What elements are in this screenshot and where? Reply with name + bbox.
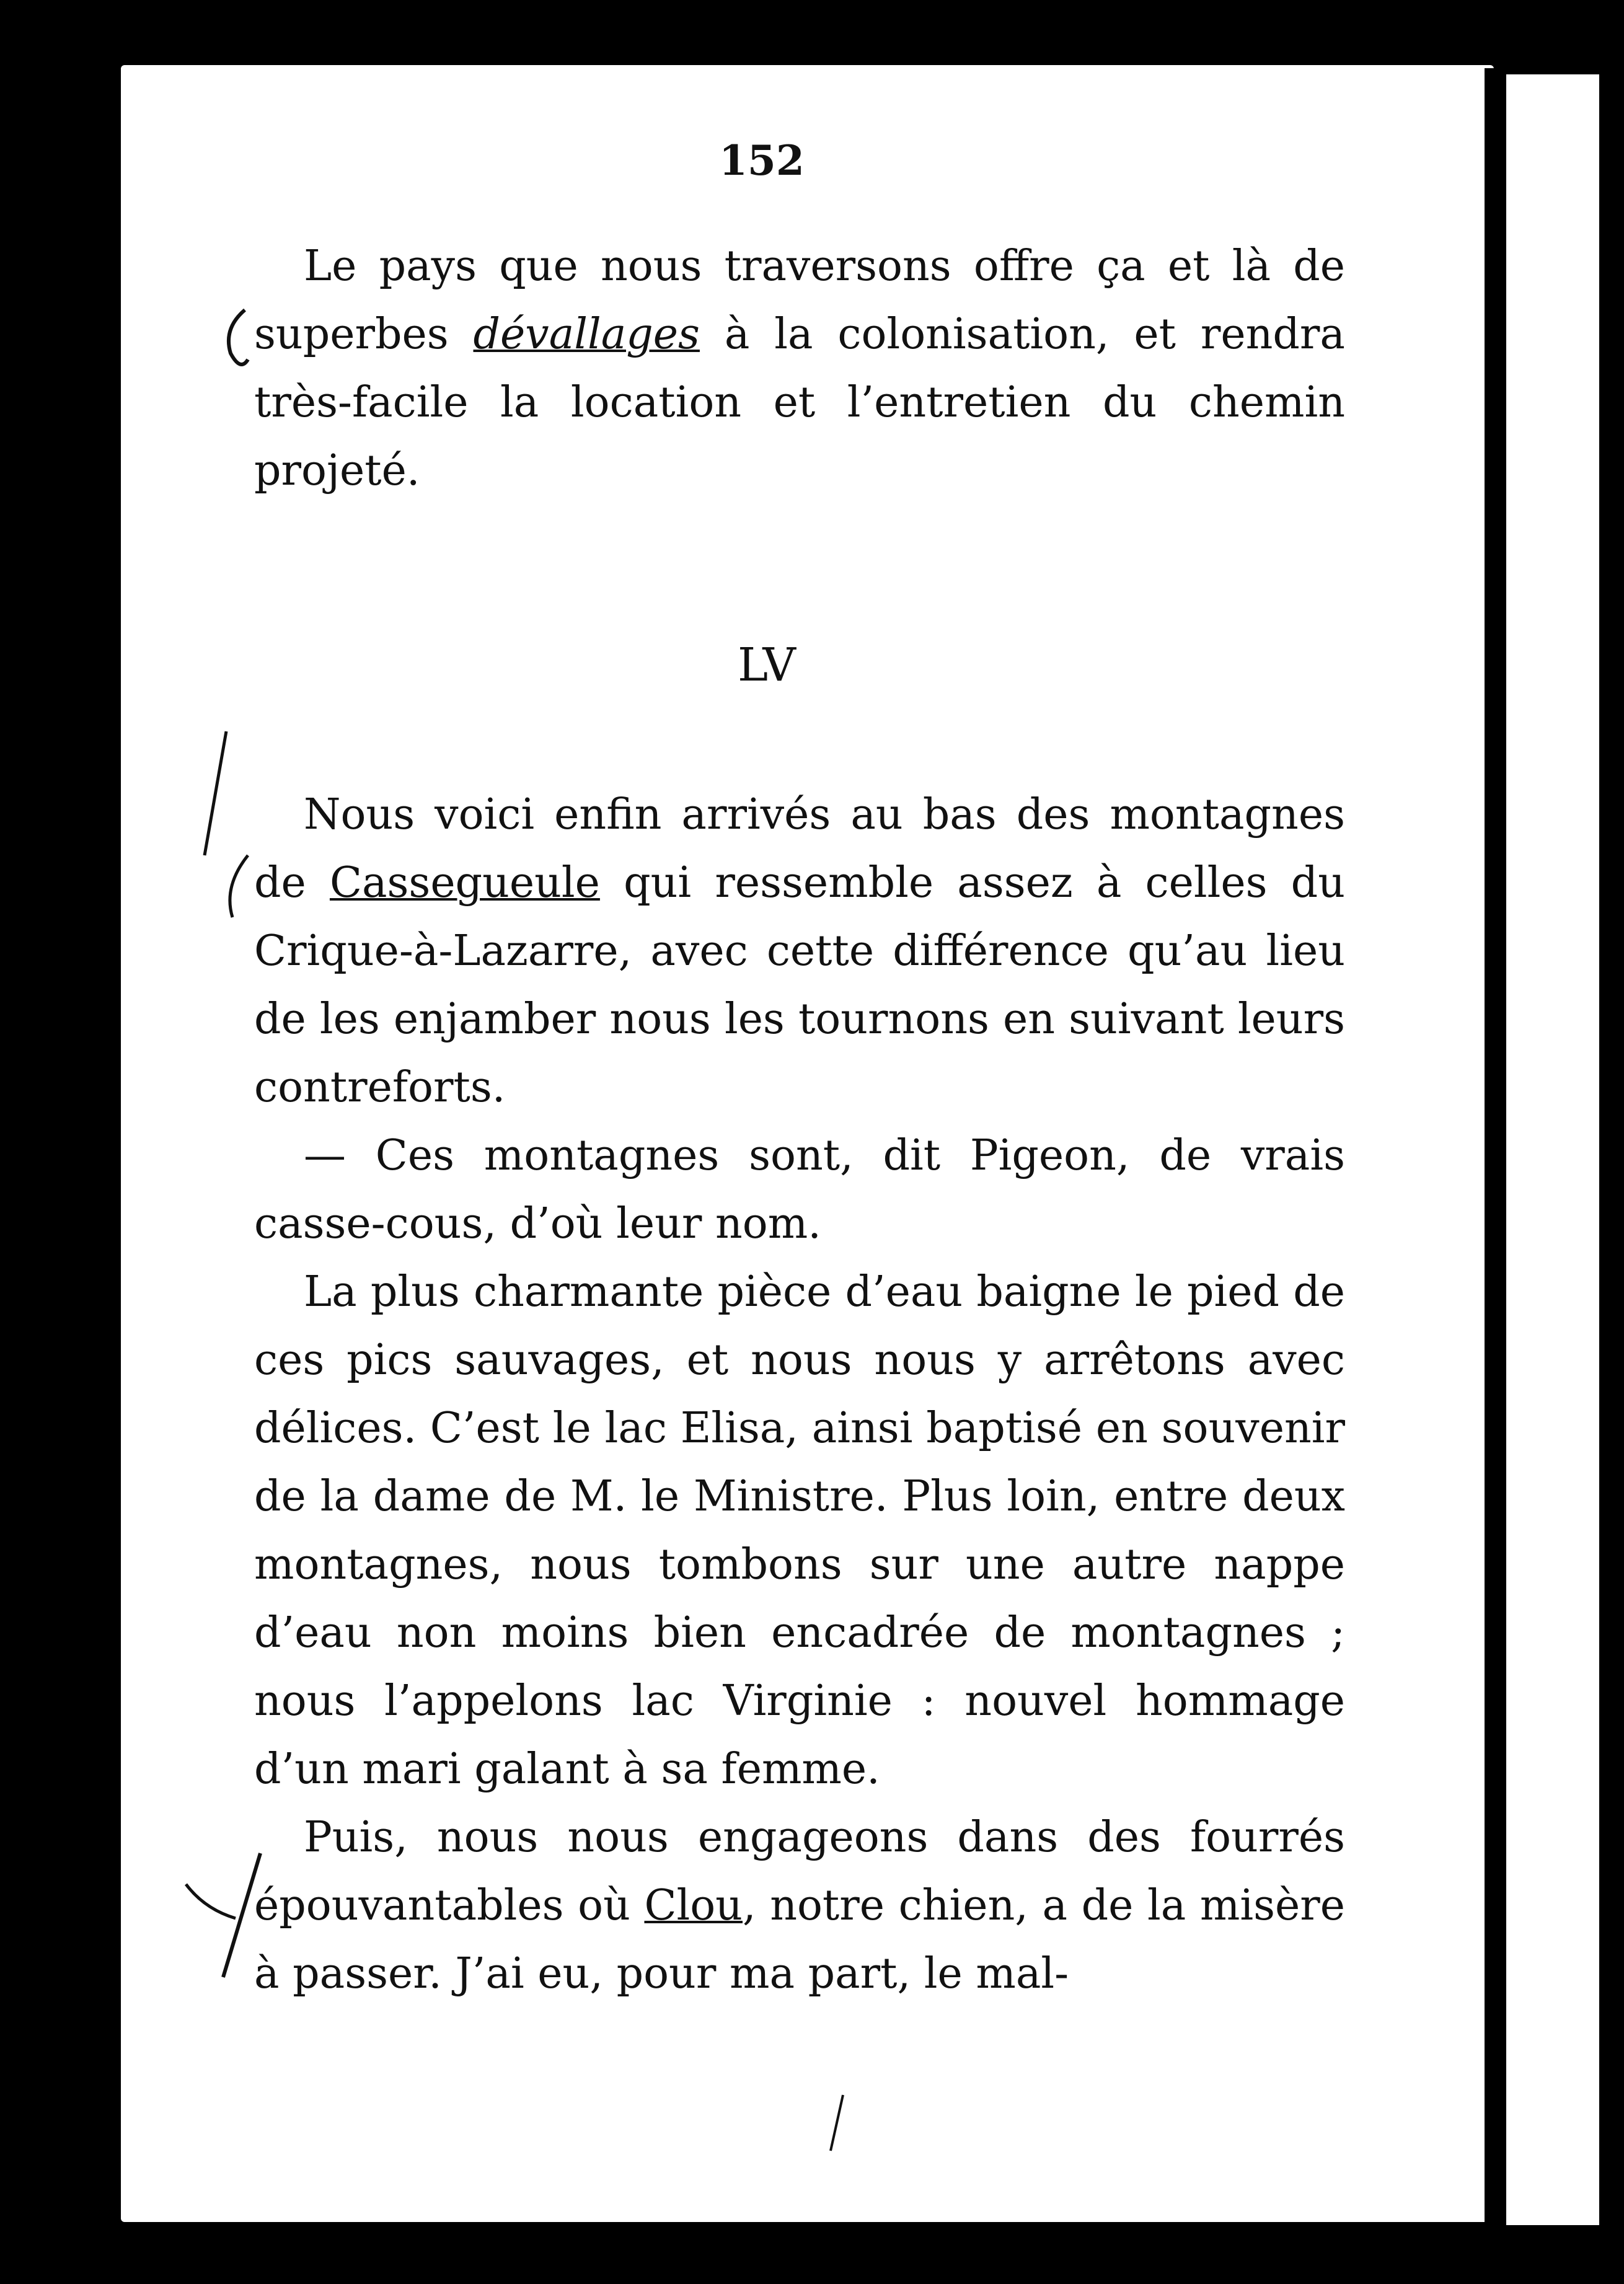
paragraph-5-text-after: , notre chien, a de la misère à passer. J’ai eu, pour ma part, le mal- [254,1881,1345,1998]
paragraph-5 [254,1804,1345,2008]
paragraph-1 [254,232,1345,505]
body-text [254,781,1345,2008]
paragraph-3: — Ces montagnes sont, dit Pigeon, de vrais casse-cous, d’où leur nom. [254,1131,1345,1248]
paragraph-5-text-before: Puis, nous nous engageons dans des fourrés épouvantables où [254,1813,1345,1930]
paragraph-4: La plus charmante pièce d’eau baigne le pied de ces pics sauvages, et nous nous y arrêtons avec délices. C’est le lac Elisa, ainsi baptisé en souvenir de la dame de M. le Ministre. Plus loin, entre deux montagnes, nous tombons sur une autre nappe d’eau non moins bien encadrée de montagnes ; nous l’appelons lac Virginie : nouvel hommage d’un mari galant à sa femme. [254,1268,1345,1794]
margin-mark-1 [229,310,248,364]
section-heading: LV [738,638,796,692]
paragraph-2-text-before: Nous voici enfin arrivés au bas des montagnes de [254,790,1345,907]
paragraph-2-text-after: , avec cette différence qu’au lieu de les enjamber nous les tournons en suivant leurs contreforts. [254,927,1345,1112]
paragraph-2-text-middle: qui ressemble assez à celles du [599,858,1346,907]
paragraph-2 [254,781,1345,1122]
paragraph-5-dog-name: Clou [644,1881,743,1930]
paragraph-1-text-after: à la colonisation, et rendra très-facile la location et l’entretien du chemin projeté. [254,310,1345,495]
page-number: 152 [719,136,805,185]
paragraph-2-place-2: Crique-à-Lazarre [254,927,619,976]
margin-mark-2 [205,731,226,855]
margin-mark-5 [186,1884,236,1918]
margin-mark-3 [230,855,248,917]
paragraph-1-text-before: Le pays que nous traversons offre ça et là de superbes [254,242,1345,359]
paragraph-1-emphasis: dévallages [473,310,700,359]
paragraph-2-place: Cassegueule [329,858,600,907]
margin-mark-6 [831,2095,843,2151]
